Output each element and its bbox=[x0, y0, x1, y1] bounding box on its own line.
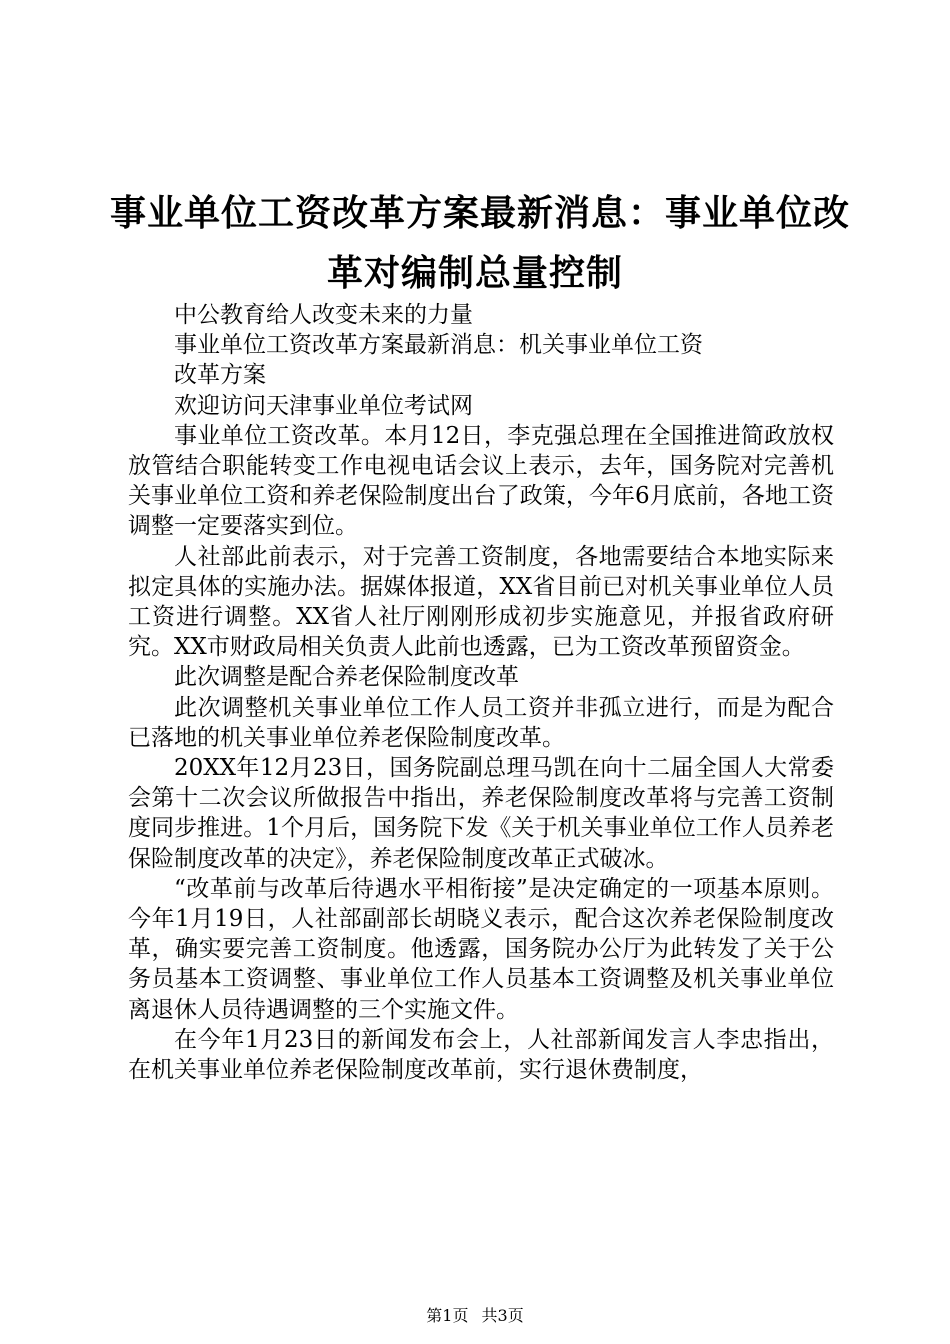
paragraph: 此次调整是配合养老保险制度改革 bbox=[174, 664, 519, 691]
paragraph: 事业单位工资改革方案最新消息：机关事业单位工资 bbox=[174, 332, 703, 359]
title-line-1: 事业单位工资改革方案最新消息：事业单位改 bbox=[110, 192, 851, 234]
paragraph: 此次调整机关事业单位工作人员工资并非孤立进行，而是为配合已落地的机关事业单位养老保险制度改革。 bbox=[128, 694, 834, 751]
page-number-total: 共3页 bbox=[481, 1306, 524, 1325]
paragraph: 中公教育给人改变未来的力量 bbox=[174, 302, 473, 328]
paragraph: 事业单位工资改革。本月12日，李克强总理在全国推进简政放权放管结合职能转变工作电视电话会议上表示，去年，国务院对完善机关事业单位工资和养老保险制度出台了政策，今年6月底前，各地工资调整一定要落实到位。 bbox=[128, 422, 834, 540]
page-footer bbox=[0, 1306, 950, 1326]
paragraph: 人社部此前表示，对于完善工资制度，各地需要结合本地实际来拟定具体的实施办法。据媒体报道，XX省目前已对机关事业单位人员工资进行调整。XX省人社厅刚刚形成初步实施意见，并报省政府研究。XX市财政局相关负责人此前也透露，已为工资改革预留资金。 bbox=[128, 543, 834, 661]
page-number-current: 第1页 bbox=[426, 1306, 469, 1325]
paragraph: 欢迎访问天津事业单位考试网 bbox=[174, 392, 473, 419]
document-title bbox=[110, 183, 851, 303]
paragraph: 改革方案 bbox=[174, 362, 266, 389]
title-line-2: 革对编制总量控制 bbox=[326, 252, 623, 294]
paragraph: “改革前与改革后待遇水平相衔接”是决定确定的一项基本原则。今年1月19日，人社部副部长胡晓义表示，配合这次养老保险制度改革，确实要完善工资制度。他透露，国务院办公厅为此转发了关于公务员基本工资调整、事业单位工作人员基本工资调整及机关事业单位离退休人员待遇调整的三个实施文件。 bbox=[128, 875, 834, 1023]
document-body bbox=[128, 300, 834, 1085]
paragraph: 20XX年12月23日，国务院副总理马凯在向十二届全国人大常委会第十二次会议所做报告中指出，养老保险制度改革将与完善工资制度同步推进。1个月后，国务院下发《关于机关事业单位工作人员养老保险制度改革的决定》，养老保险制度改革正式破冰。 bbox=[128, 755, 834, 872]
paragraph: 在今年1月23日的新闻发布会上，人社部新闻发言人李忠指出，在机关事业单位养老保险制度改革前，实行退休费制度， bbox=[128, 1026, 834, 1084]
